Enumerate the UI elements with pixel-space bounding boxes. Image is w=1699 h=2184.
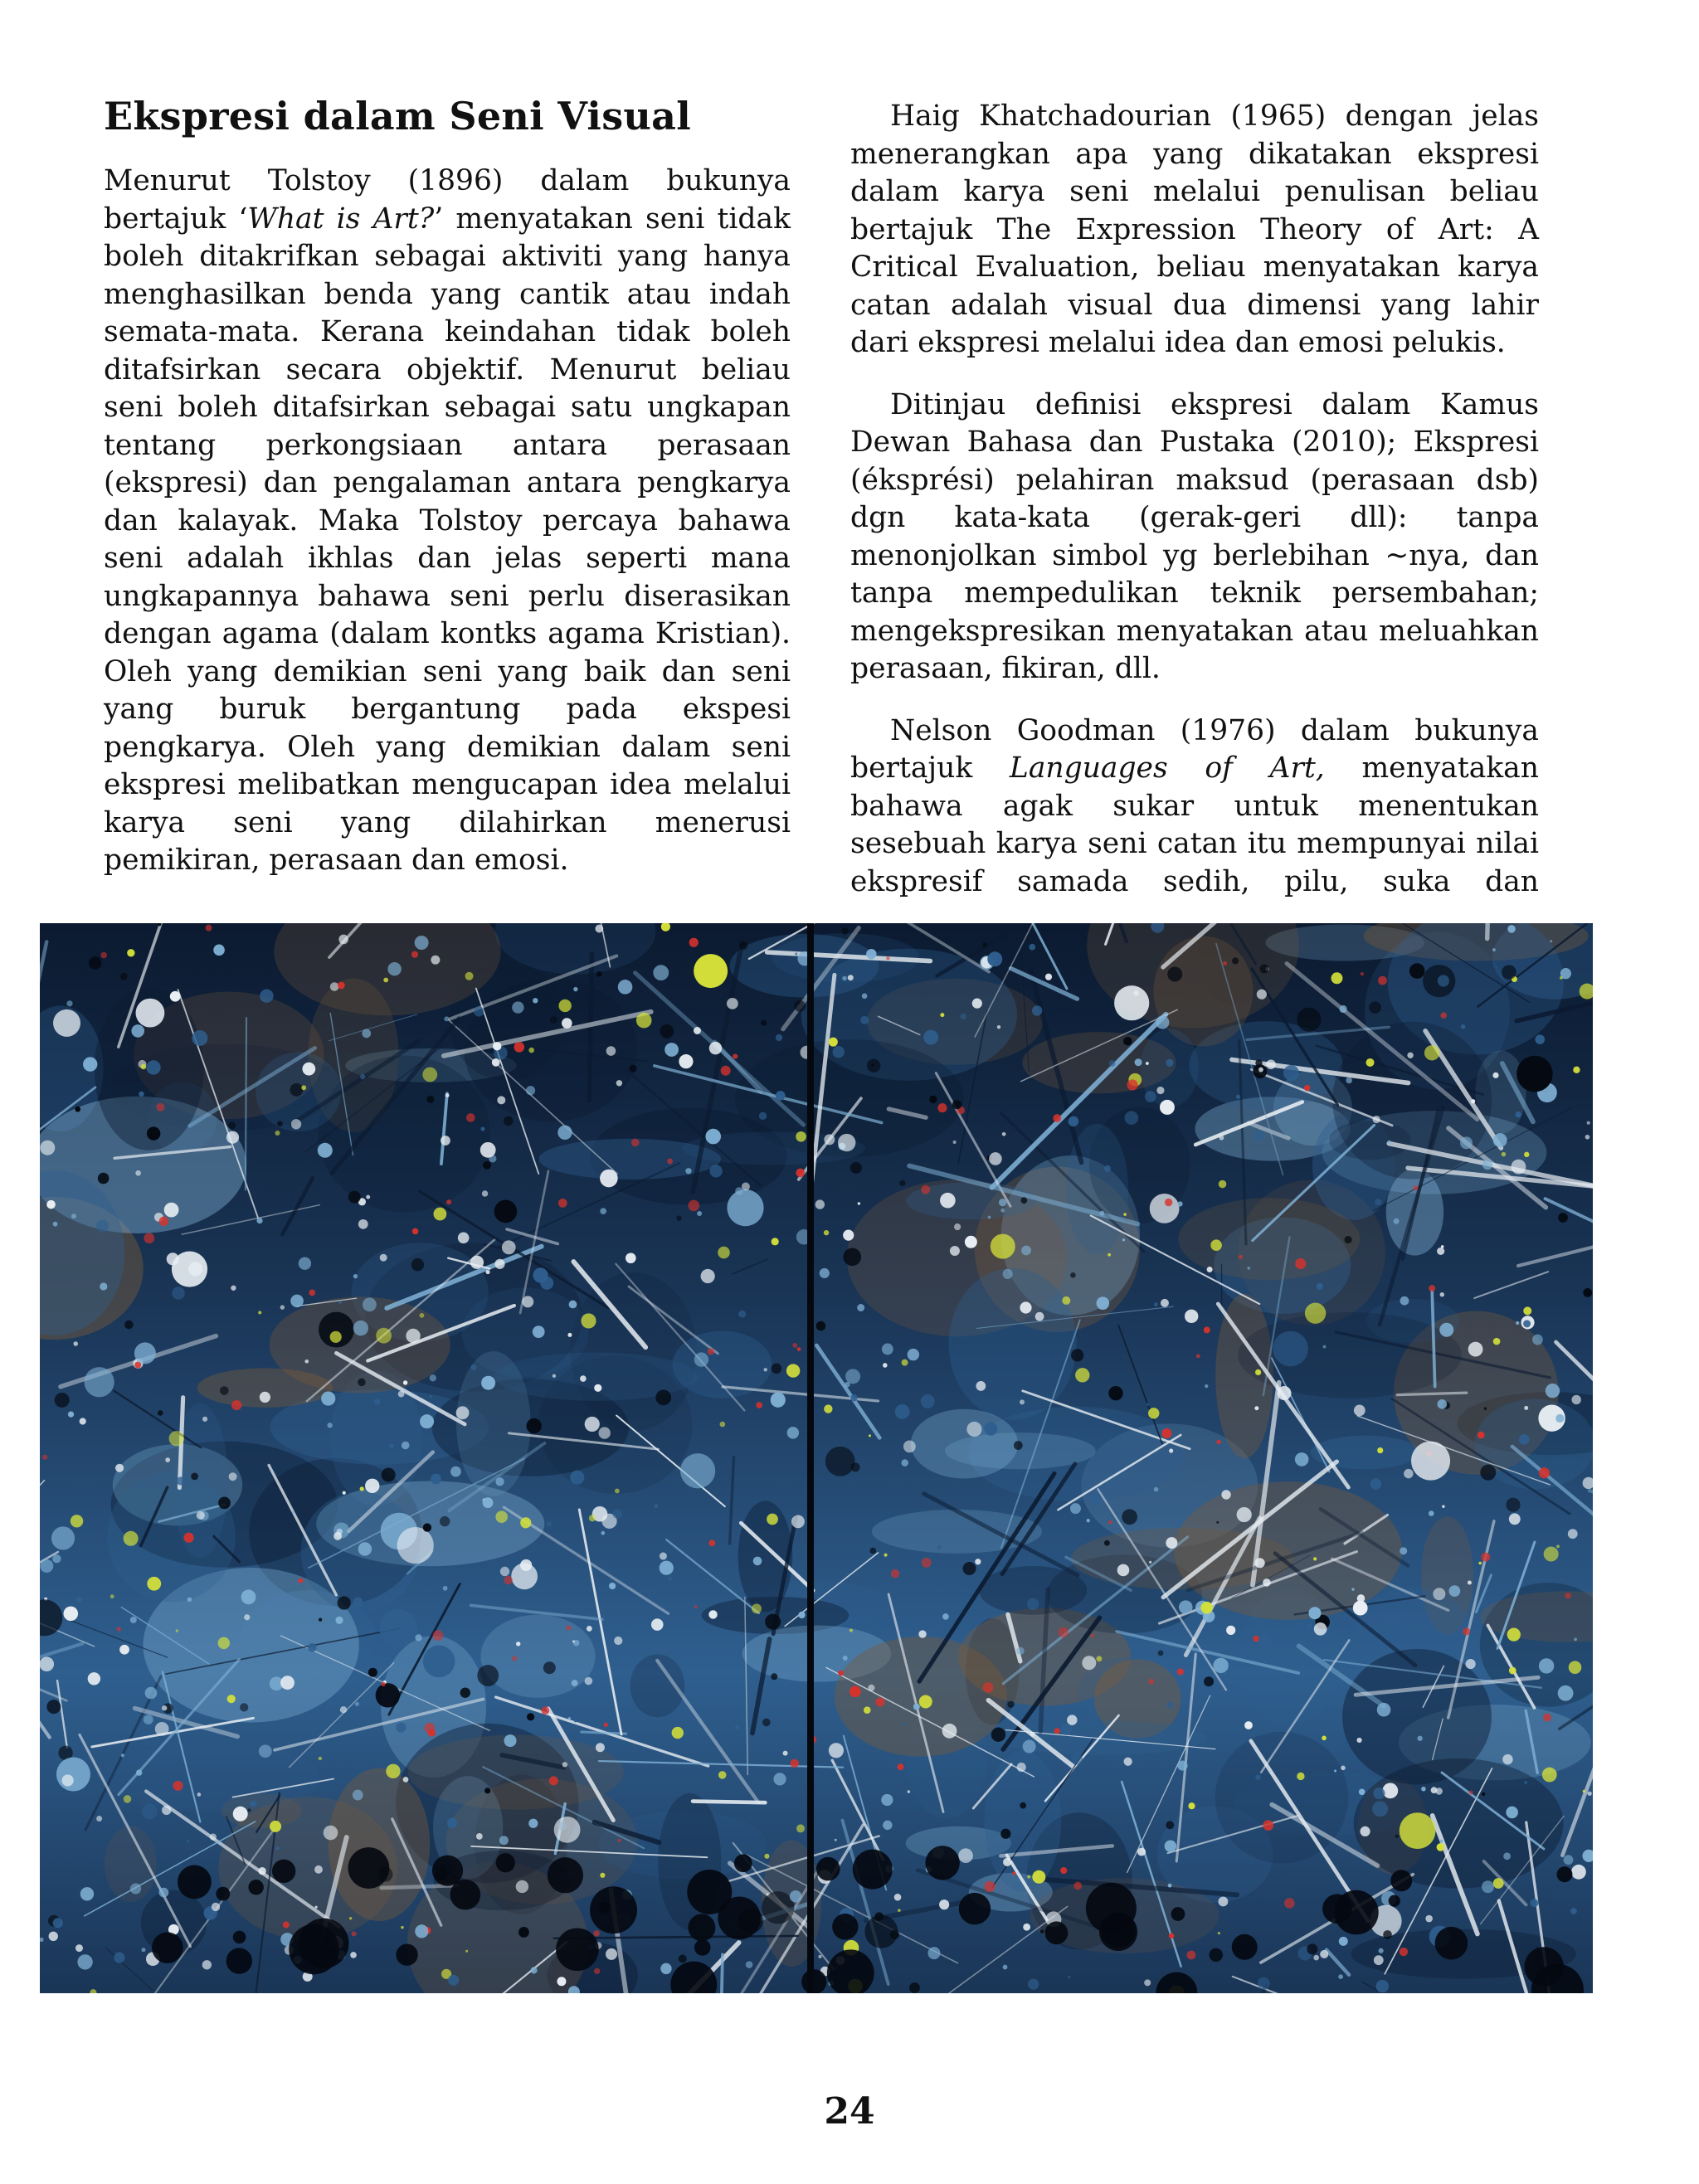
paragraph-goodman <box>850 713 1539 902</box>
right-column <box>850 98 1539 925</box>
text-run: Nelson Goodman (1976) dalam bukunya bertajuk <box>850 713 1539 785</box>
abstract-splatter-painting-icon <box>40 923 1593 1993</box>
paragraph-kamus-dewan: Ditinjau definisi ekspresi dalam Kamus Dewan Bahasa dan Pustaka (2010); Ekspresi (éksprési) pelahiran maksud (perasaan dsb) dgn kata-kata (gerak-geri dll): tanpa menonjolkan simbol yg berlebihan ~nya, dan tanpa mempedulikan teknik persembahan; mengekspresikan menyatakan atau meluahkan perasaan, fikiran, dll. <box>850 387 1539 685</box>
book-title-italic: What is Art? <box>247 202 435 236</box>
section-heading: Ekspresi dalam Seni Visual <box>104 94 692 139</box>
book-title-italic: Languages of Art, <box>1009 752 1325 785</box>
page-number: 24 <box>824 2090 875 2133</box>
abstract-painting-figure <box>40 923 1593 1993</box>
left-column <box>104 163 791 904</box>
paragraph-khatchadourian: Haig Khatchadourian (1965) dengan jelas menerangkan apa yang dikatakan ekspresi dalam karya seni melalui penulisan beliau bertajuk The Expression Theory of Art: A Critical Evaluation, beliau menyatakan karya catan adalah visual dua dimensi yang lahir dari ekspresi melalui idea dan emosi pelukis. <box>850 100 1539 359</box>
text-run: menyatakan bahawa agak sukar untuk menentukan sesebuah karya seni catan itu mempunyai nilai ekspresif samada sedih, pilu, suka dan <box>850 752 1539 898</box>
text-run: Menurut Tolstoy (1896) dalam bukunya bertajuk ‘ <box>104 164 791 236</box>
text-run: ’ menyatakan seni tidak boleh ditakrifkan sebagai aktiviti yang hanya menghasilkan benda yang cantik atau indah semata-mata. Kerana keindahan tidak boleh ditafsirkan secara objektif. Menurut beliau seni boleh ditafsirkan sebagai satu ungkapan tentang perkongsiaan antara perasaan (ekspresi) dan pengalaman antara pengkarya dan kalayak. Maka Tolstoy percaya bahawa seni adalah ikhlas dan jelas seperti mana ungkapannya bahawa seni perlu diserasikan dengan agama (dalam kontks agama Kristian). Oleh yang demikian seni yang baik dan seni yang buruk bergantung pada ekspesi pengkarya. Oleh yang demikian dalam seni ekspresi melibatkan mengucapan idea melalui karya seni yang dilahirkan menerusi pemikiran, perasaan dan emosi. <box>104 202 791 877</box>
paragraph-tolstoy <box>104 163 791 880</box>
